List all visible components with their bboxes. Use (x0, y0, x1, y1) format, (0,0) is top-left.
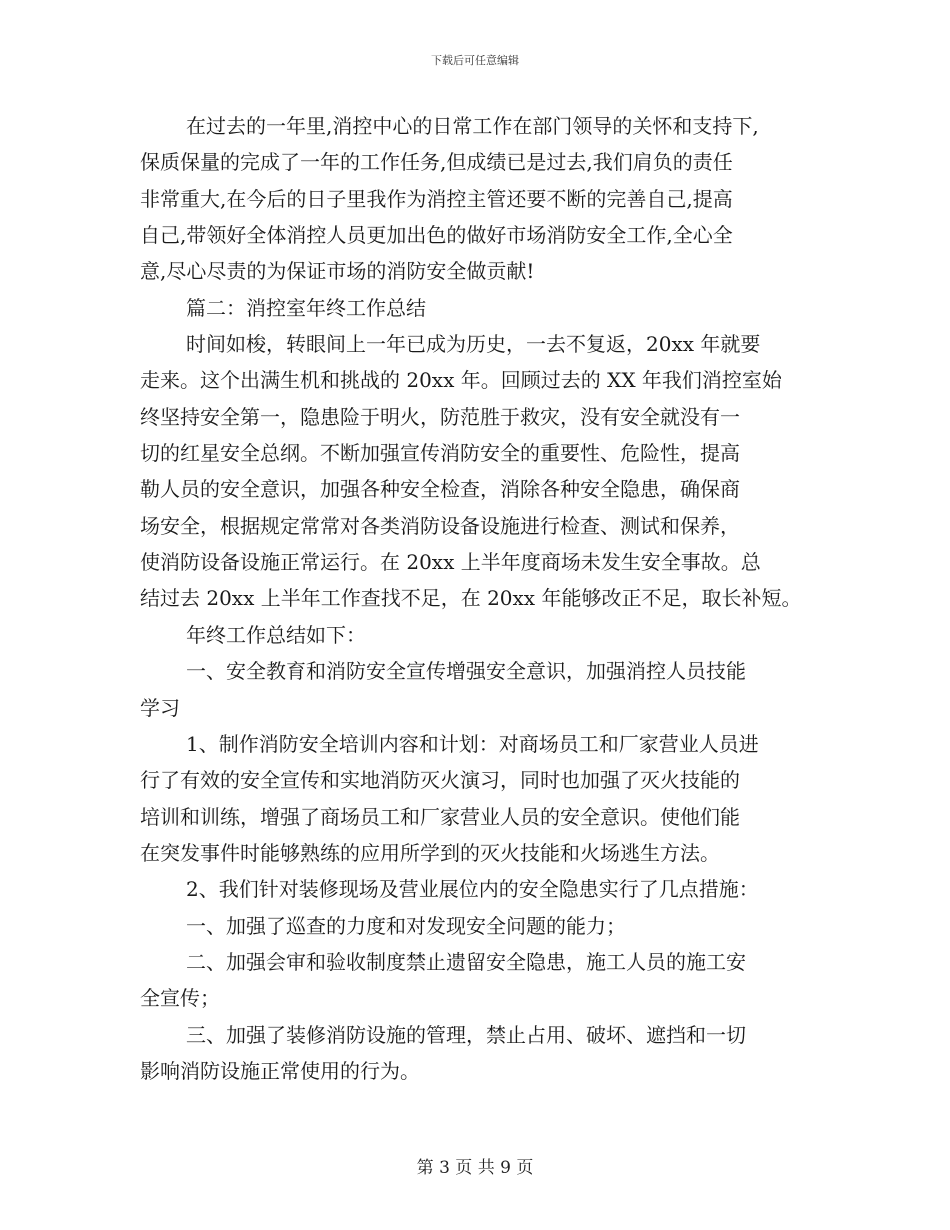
text-line: 影响消防设施正常使用的行为。 (140, 1058, 420, 1083)
text-line: 二、加强会审和验收制度禁止遗留安全隐患，施工人员的施工安 (186, 949, 746, 974)
document-body (140, 108, 830, 1089)
page-header-note: 下载后可任意编辑 (431, 54, 519, 67)
text-line: 三、加强了装修消防设施的管理，禁止占用、破坏、遮挡和一切 (186, 1022, 746, 1047)
text-line: 保质保量的完成了一年的工作任务,但成绩已是过去,我们肩负的责任 (140, 150, 733, 175)
text-line: 自己,带领好全体消控人员更加出色的做好市场消防安全工作,全心全 (140, 223, 733, 248)
text-line: 终坚持安全第一，隐患险于明火，防范胜于救灾，没有安全就没有一 (140, 404, 740, 429)
text-line: 使消防设备设施正常运行。在 20xx 上半年度商场未发生安全事故。总 (140, 550, 761, 575)
section-heading: 篇二：消控室年终工作总结 (186, 295, 426, 320)
text-line: 非常重大,在今后的日子里我作为消控主管还要不断的完善自己,提高 (140, 186, 733, 211)
text-line: 行了有效的安全宣传和实地消防灭火演习，同时也加强了灭火技能的 (140, 768, 740, 793)
page-footer-indicator: 第 3 页 共 9 页 (416, 1158, 534, 1178)
text-line: 年终工作总结如下： (186, 622, 366, 647)
text-line: 培训和训练，增强了商场员工和厂家营业人员的安全意识。使他们能 (140, 804, 740, 829)
text-line: 2、我们针对装修现场及营业展位内的安全隐患实行了几点措施： (186, 877, 759, 902)
text-line: 切的红星安全总纲。不断加强宣传消防安全的重要性、危险性，提高 (140, 441, 740, 466)
text-line: 在过去的一年里,消控中心的日常工作在部门领导的关怀和支持下, (186, 114, 759, 138)
text-line: 一、安全教育和消防安全宣传增强安全意识，加强消控人员技能 (186, 659, 746, 684)
text-line: 意,尽心尽责的为保证市场的消防安全做贡献! (140, 259, 535, 284)
text-line: 一、加强了巡查的力度和对发现安全问题的能力； (186, 913, 626, 938)
text-line: 结过去 20xx 上半年工作查找不足，在 20xx 年能够改正不足，取长补短。 (140, 586, 802, 611)
text-line: 走来。这个出满生机和挑战的 20xx 年。回顾过去的 XX 年我们消控室始 (140, 368, 782, 393)
text-line: 学习 (140, 695, 180, 720)
text-line: 全宣传； (140, 986, 220, 1011)
text-line: 勒人员的安全意识，加强各种安全检查，消除各种安全隐患，确保商 (140, 477, 740, 502)
text-line: 时间如梭，转眼间上一年已成为历史，一去不复返，20xx 年就要 (186, 332, 761, 357)
text-line: 场安全，根据规定常常对各类消防设备设施进行检查、测试和保养， (140, 513, 740, 538)
text-line: 1、制作消防安全培训内容和计划：对商场员工和厂家营业人员进 (186, 731, 759, 756)
text-line: 在突发事件时能够熟练的应用所学到的灭火技能和火场逃生方法。 (140, 840, 720, 865)
